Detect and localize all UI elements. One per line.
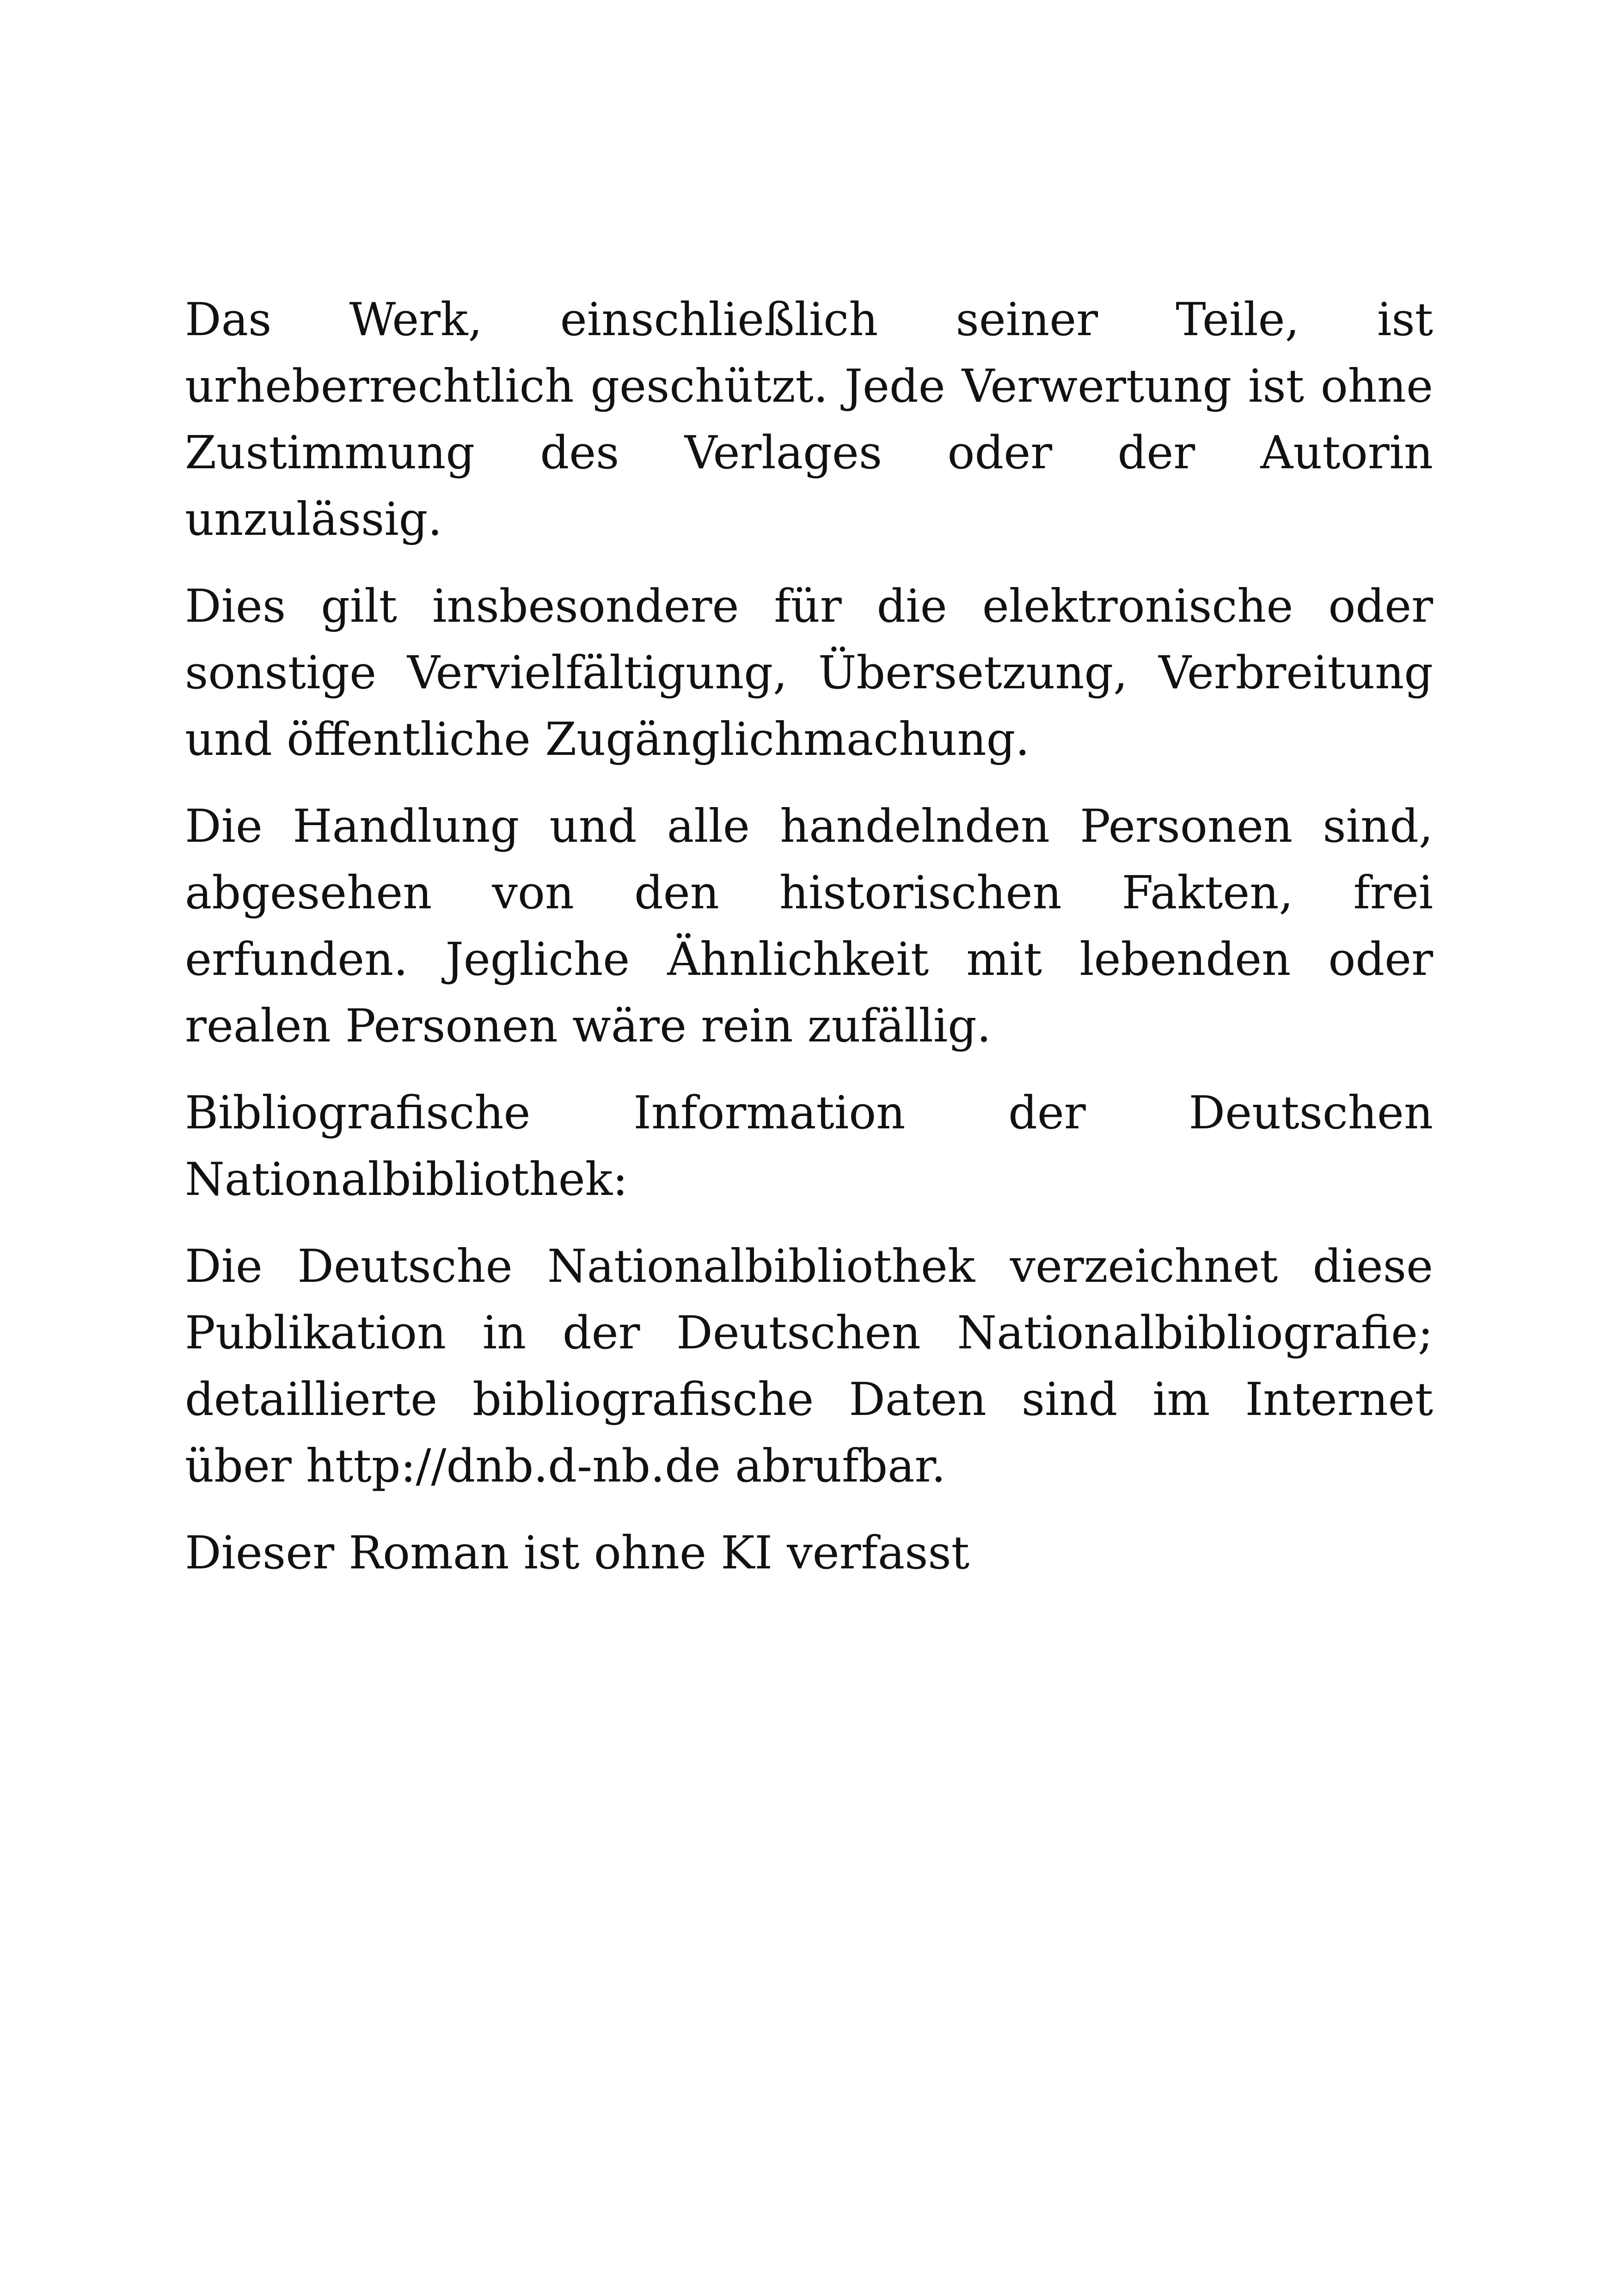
fiction-disclaimer-paragraph: Die Handlung und alle handelnden Personen sind, abgesehen von den historischen Fakten, frei erfunden. Jegliche Ähnlichkeit mit lebenden oder realen Personen wäre rein zufällig. — [185, 800, 1433, 1053]
ai-statement: Dieser Roman ist ohne KI verfasst — [185, 1527, 970, 1580]
copyright-notice — [185, 287, 1433, 1607]
copyright-paragraph: Das Werk, einschließlich seiner Teile, ist urheberrechtlich geschützt. Jede Verwertung ist ohne Zustimmung des Verlages oder der Autorin unzulässig. — [185, 294, 1433, 546]
national-library-paragraph: Die Deutsche Nationalbibliothek verzeichnet diese Publikation in der Deutschen Nationalbibliografie; detaillierte bibliografische Daten sind im Internet über http://dnb.d-nb.de abrufbar. — [185, 1240, 1433, 1493]
bibliographic-heading: Bibliografische Information der Deutschen Nationalbibliothek: — [185, 1087, 1433, 1206]
reproduction-paragraph: Dies gilt insbesondere für die elektronische oder sonstige Vervielfältigung, Übersetzung, Verbreitung und öffentliche Zugänglichmachung. — [185, 580, 1433, 766]
